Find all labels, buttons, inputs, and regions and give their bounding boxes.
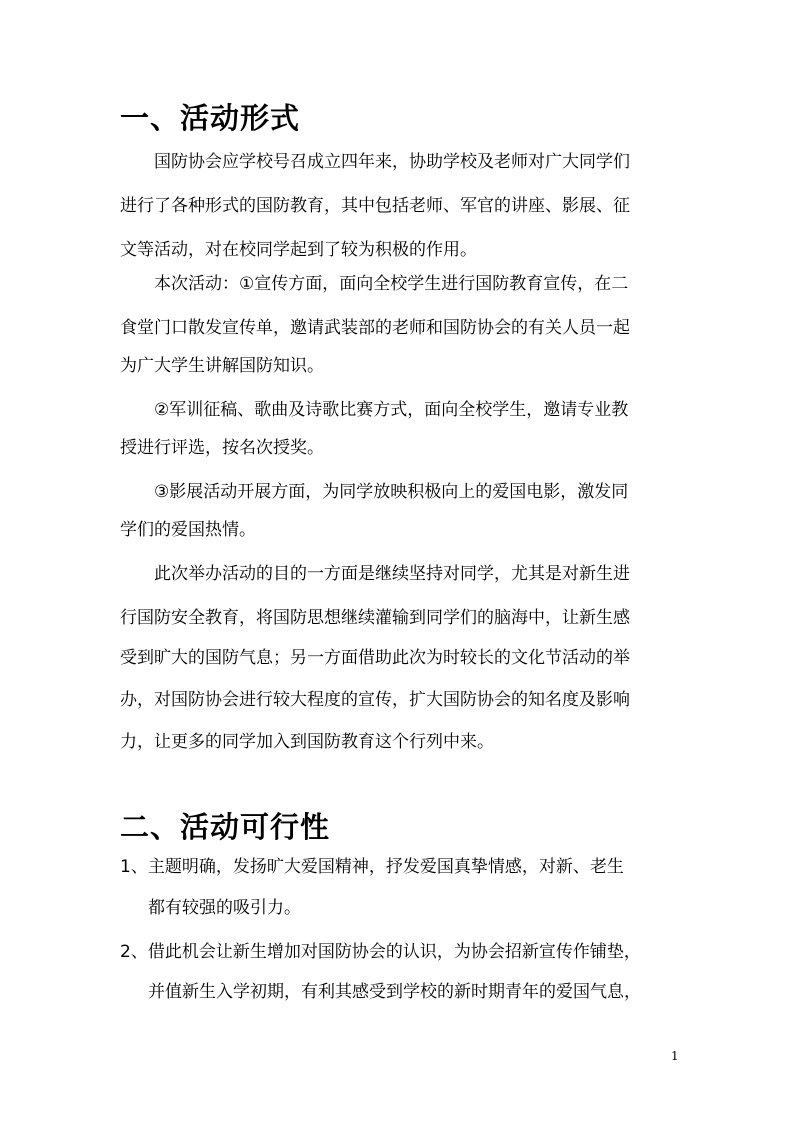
paragraph-line: 本次活动：①宣传方面，面向全校学生进行国防教育宣传，在二: [154, 274, 629, 294]
paragraph-line: 食堂门口散发宣传单，邀请武装部的老师和国防协会的有关人员一起: [120, 318, 630, 338]
paragraph-line: 授进行评选，按名次授奖。: [120, 438, 324, 458]
section-heading-feasibility: 二、活动可行性: [120, 810, 331, 844]
paragraph-line: ②军训征稿、歌曲及诗歌比赛方式，面向全校学生，邀请专业教: [154, 400, 629, 420]
paragraph-line: 文等活动，对在校同学起到了较为积极的作用。: [120, 240, 477, 260]
list-item-line: 都有较强的吸引力。: [148, 898, 301, 918]
list-item-line: 1、主题明确，发扬旷大爱国精神，抒发爱国真挚情感，对新、老生: [120, 857, 624, 877]
paragraph-line: 此次举办活动的目的一方面是继续坚持对同学，尤其是对新生进: [154, 564, 630, 584]
list-item-line: 并值新生入学初期，有利其感受到学校的新时期青年的爱国气息，: [148, 982, 641, 1002]
paragraph-line: 行国防安全教育，将国防思想继续灌输到同学们的脑海中，让新生感: [120, 608, 630, 628]
section-heading-activity-form: 一、活动形式: [120, 101, 301, 135]
paragraph-line: 国防协会应学校号召成立四年来，协助学校及老师对广大同学们: [154, 152, 630, 172]
paragraph-line: 进行了各种形式的国防教育，其中包括老师、军官的讲座、影展、征: [120, 196, 630, 216]
paragraph-line: 学们的爱国热情。: [120, 520, 256, 540]
list-item-line: 2、借此机会让新生增加对国防协会的认识，为协会招新宣传作铺垫，: [120, 942, 641, 962]
paragraph-line: 办，对国防协会进行较大程度的宣传，扩大国防协会的知名度及影响: [120, 690, 630, 710]
paragraph-line: 受到旷大的国防气息；另一方面借助此次为时较长的文化节活动的举: [120, 648, 630, 668]
paragraph-line: 为广大学生讲解国防知识。: [120, 356, 324, 376]
paragraph-line: 力，让更多的同学加入到国防教育这个行列中来。: [120, 732, 494, 752]
paragraph-line: ③影展活动开展方面，为同学放映积极向上的爱国电影，激发同: [154, 482, 629, 502]
page-number: 1: [671, 1049, 679, 1063]
